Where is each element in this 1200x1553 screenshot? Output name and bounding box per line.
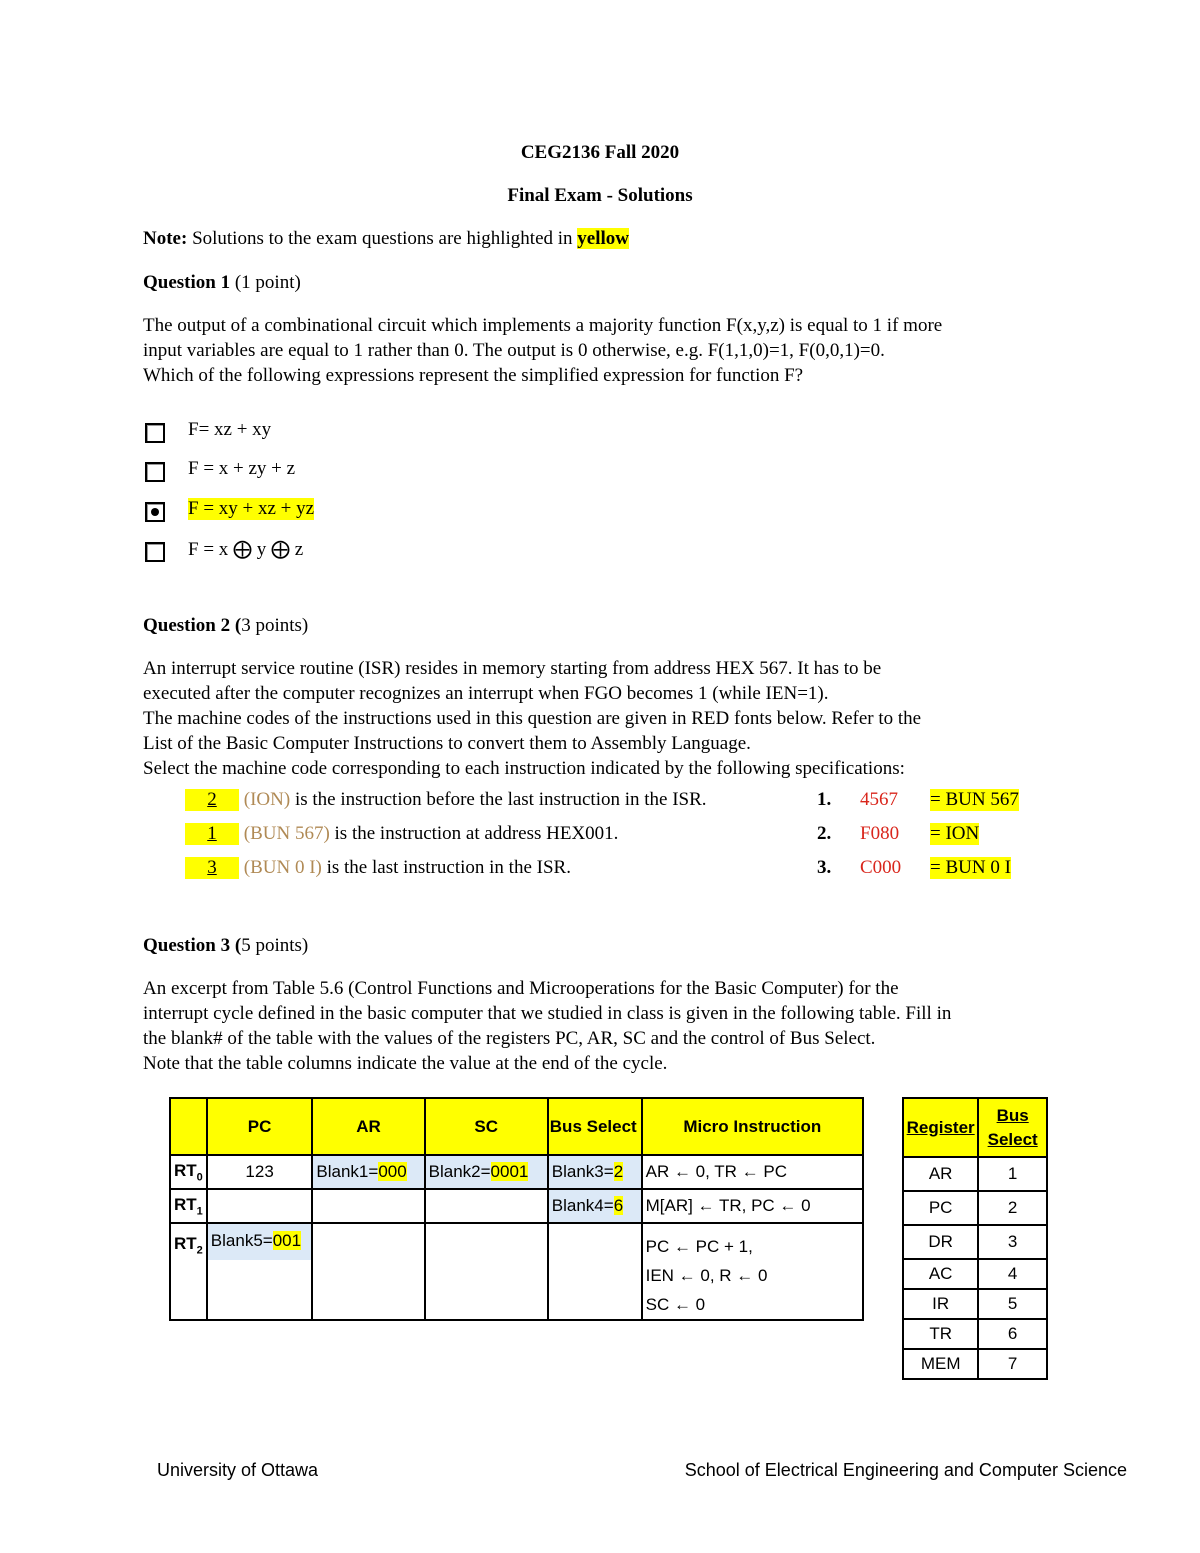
q2-answer-blank[interactable]: 2 xyxy=(185,789,239,811)
cell-blank2: Blank2=0001 xyxy=(425,1155,548,1189)
micro-line: IEN ← 0, R ← 0 xyxy=(645,1266,768,1285)
q2-code-number: 3. xyxy=(817,857,832,878)
q2-code-number: 2. xyxy=(817,823,832,844)
q2-machine-code: 4567 xyxy=(860,789,898,810)
note-highlight: yellow xyxy=(577,228,630,249)
header-bus-select: Bus Select xyxy=(548,1098,642,1155)
checkbox-icon[interactable] xyxy=(145,462,165,482)
q2-description: is the instruction before the last instruction in the ISR. xyxy=(294,789,707,810)
register-row: PC 2 xyxy=(903,1191,1047,1225)
register-row: DR 3 xyxy=(903,1225,1047,1259)
q2-assembly: = ION xyxy=(930,823,980,844)
q1-text-line: Which of the following expressions represent the simplified expression for function F? xyxy=(143,365,804,386)
table-row-rt2 xyxy=(170,1223,863,1320)
header-ar: AR xyxy=(312,1098,424,1155)
q2-description: is the instruction at address HEX001. xyxy=(334,823,619,844)
q2-text-line: executed after the computer recognizes an interrupt when FGO becomes 1 (while IEN=1). xyxy=(143,683,829,704)
q2-description: is the last instruction in the ISR. xyxy=(326,857,571,878)
header-pc: PC xyxy=(207,1098,313,1155)
q2-answer-blank[interactable]: 3 xyxy=(185,857,239,879)
micro-line: SC ← 0 xyxy=(645,1295,706,1314)
register-table xyxy=(902,1097,1048,1380)
q2-assembly: = BUN 567 xyxy=(930,789,1019,810)
q3-heading xyxy=(143,935,308,957)
register-row: MEM 7 xyxy=(903,1349,1047,1379)
header-bus-select: Bus Select xyxy=(978,1098,1047,1157)
checked-checkbox-icon[interactable] xyxy=(145,502,165,522)
q2-heading xyxy=(143,615,308,637)
q2-paren: ( xyxy=(234,615,242,636)
q2-title: Question 2 xyxy=(143,615,231,636)
register-row: AR 1 xyxy=(903,1157,1047,1191)
cell-micro: M[AR] ← TR, PC ← 0 xyxy=(642,1189,863,1223)
course-title: CEG2136 Fall 2020 xyxy=(520,142,680,163)
q3-text-line: the blank# of the table with the values of the registers PC, AR, SC and the control of Bus Select. xyxy=(143,1028,876,1049)
q3-text xyxy=(143,976,951,1076)
q1-text-line: input variables are equal to 1 rather than 0. The output is 0 otherwise, e.g. F(1,1,0)=1, F(0,0,1)=0. xyxy=(143,340,885,361)
note-line xyxy=(143,228,629,250)
cell-empty xyxy=(207,1189,313,1223)
cell-empty xyxy=(312,1189,424,1223)
checkbox-icon[interactable] xyxy=(145,542,165,562)
q2-text-line: The machine codes of the instructions used in this question are given in RED fonts below. Refer to the xyxy=(143,708,922,729)
table-row-rt0 xyxy=(170,1155,863,1189)
q2-text-line: Select the machine code corresponding to each instruction indicated by the following specifications: xyxy=(143,758,905,779)
register-row: IR 5 xyxy=(903,1289,1047,1319)
cell-empty xyxy=(548,1223,642,1320)
cell-micro: AR ← 0, TR ← PC xyxy=(642,1155,863,1189)
control-table xyxy=(169,1097,864,1321)
q2-instruction: (BUN 0 I) xyxy=(243,857,322,878)
q2-assembly: = BUN 0 I xyxy=(930,857,1011,878)
register-row: AC 4 xyxy=(903,1259,1047,1289)
q1-option-text: F = x ⨁ y ⨁ z xyxy=(188,539,304,560)
q1-option-text: F = x + zy + z xyxy=(188,458,296,479)
timing-rt0: $RT_0$ xyxy=(170,1155,207,1189)
register-header-row xyxy=(903,1098,1047,1157)
cell-empty xyxy=(425,1223,548,1320)
table-row-rt1 xyxy=(170,1189,863,1223)
table-header-row xyxy=(170,1098,863,1155)
header-sc: SC xyxy=(425,1098,548,1155)
cell-empty xyxy=(425,1189,548,1223)
cell-micro-multi xyxy=(642,1223,863,1320)
q2-code-number: 1. xyxy=(817,789,832,810)
q3-title: Question 3 xyxy=(143,935,231,956)
footer-left: University of Ottawa xyxy=(157,1460,319,1480)
q2-item-2 xyxy=(185,823,1085,849)
q3-points: 5 points) xyxy=(241,935,309,956)
cell-blank1: Blank1=000 xyxy=(312,1155,424,1189)
q2-points: 3 points) xyxy=(241,615,309,636)
q1-text xyxy=(143,313,942,388)
register-row: TR 6 xyxy=(903,1319,1047,1349)
q2-text xyxy=(143,656,921,781)
q1-title: Question 1 xyxy=(143,272,231,293)
q3-text-line: An excerpt from Table 5.6 (Control Functions and Microoperations for the Basic Computer) for the xyxy=(143,978,899,999)
cell-blank4: Blank4=6 xyxy=(548,1189,642,1223)
q2-text-line: List of the Basic Computer Instructions to convert them to Assembly Language. xyxy=(143,733,751,754)
timing-rt1: $RT_1$ xyxy=(170,1189,207,1223)
q2-instruction: (ION) xyxy=(243,789,291,810)
note-label: Note: xyxy=(143,228,188,249)
header-register: Register xyxy=(903,1098,978,1157)
q2-answer-blank[interactable]: 1 xyxy=(185,823,239,845)
timing-rt2: $RT_2$ xyxy=(170,1223,207,1320)
q1-option-text: F = xy + xz + yz xyxy=(188,498,315,519)
exam-title: Final Exam - Solutions xyxy=(507,185,693,206)
q3-paren: ( xyxy=(234,935,242,956)
q1-text-line: The output of a combinational circuit which implements a majority function F(x,y,z) is equal to 1 if more xyxy=(143,315,943,336)
q3-text-line: interrupt cycle defined in the basic computer that we studied in class is given in the following table. Fill in xyxy=(143,1003,952,1024)
header-micro-instruction: Micro Instruction xyxy=(642,1098,863,1155)
q2-item-1 xyxy=(185,789,1085,815)
q2-text-line: An interrupt service routine (ISR) resides in memory starting from address HEX 567. It has to be xyxy=(143,658,882,679)
micro-line: PC ← PC + 1, xyxy=(645,1237,753,1256)
q1-points: (1 point) xyxy=(234,272,301,293)
q3-text-line: Note that the table columns indicate the value at the end of the cycle. xyxy=(143,1053,668,1074)
q1-option-text: F= xz + xy xyxy=(188,419,272,440)
q2-instruction: (BUN 567) xyxy=(243,823,330,844)
note-text: Solutions to the exam questions are highlighted in xyxy=(192,228,573,249)
footer-right: School of Electrical Engineering and Computer Science xyxy=(684,1460,1127,1480)
cell-blank5: Blank5=001 xyxy=(207,1223,313,1320)
cell-pc-value: 123 xyxy=(207,1155,313,1189)
cell-blank3: Blank3=2 xyxy=(548,1155,642,1189)
cell-empty xyxy=(312,1223,424,1320)
q1-heading xyxy=(143,272,301,294)
header-blank xyxy=(170,1098,207,1155)
q2-machine-code: C000 xyxy=(860,857,902,878)
q2-item-3 xyxy=(185,857,1085,883)
checkbox-icon[interactable] xyxy=(145,423,165,443)
q2-machine-code: F080 xyxy=(860,823,900,844)
